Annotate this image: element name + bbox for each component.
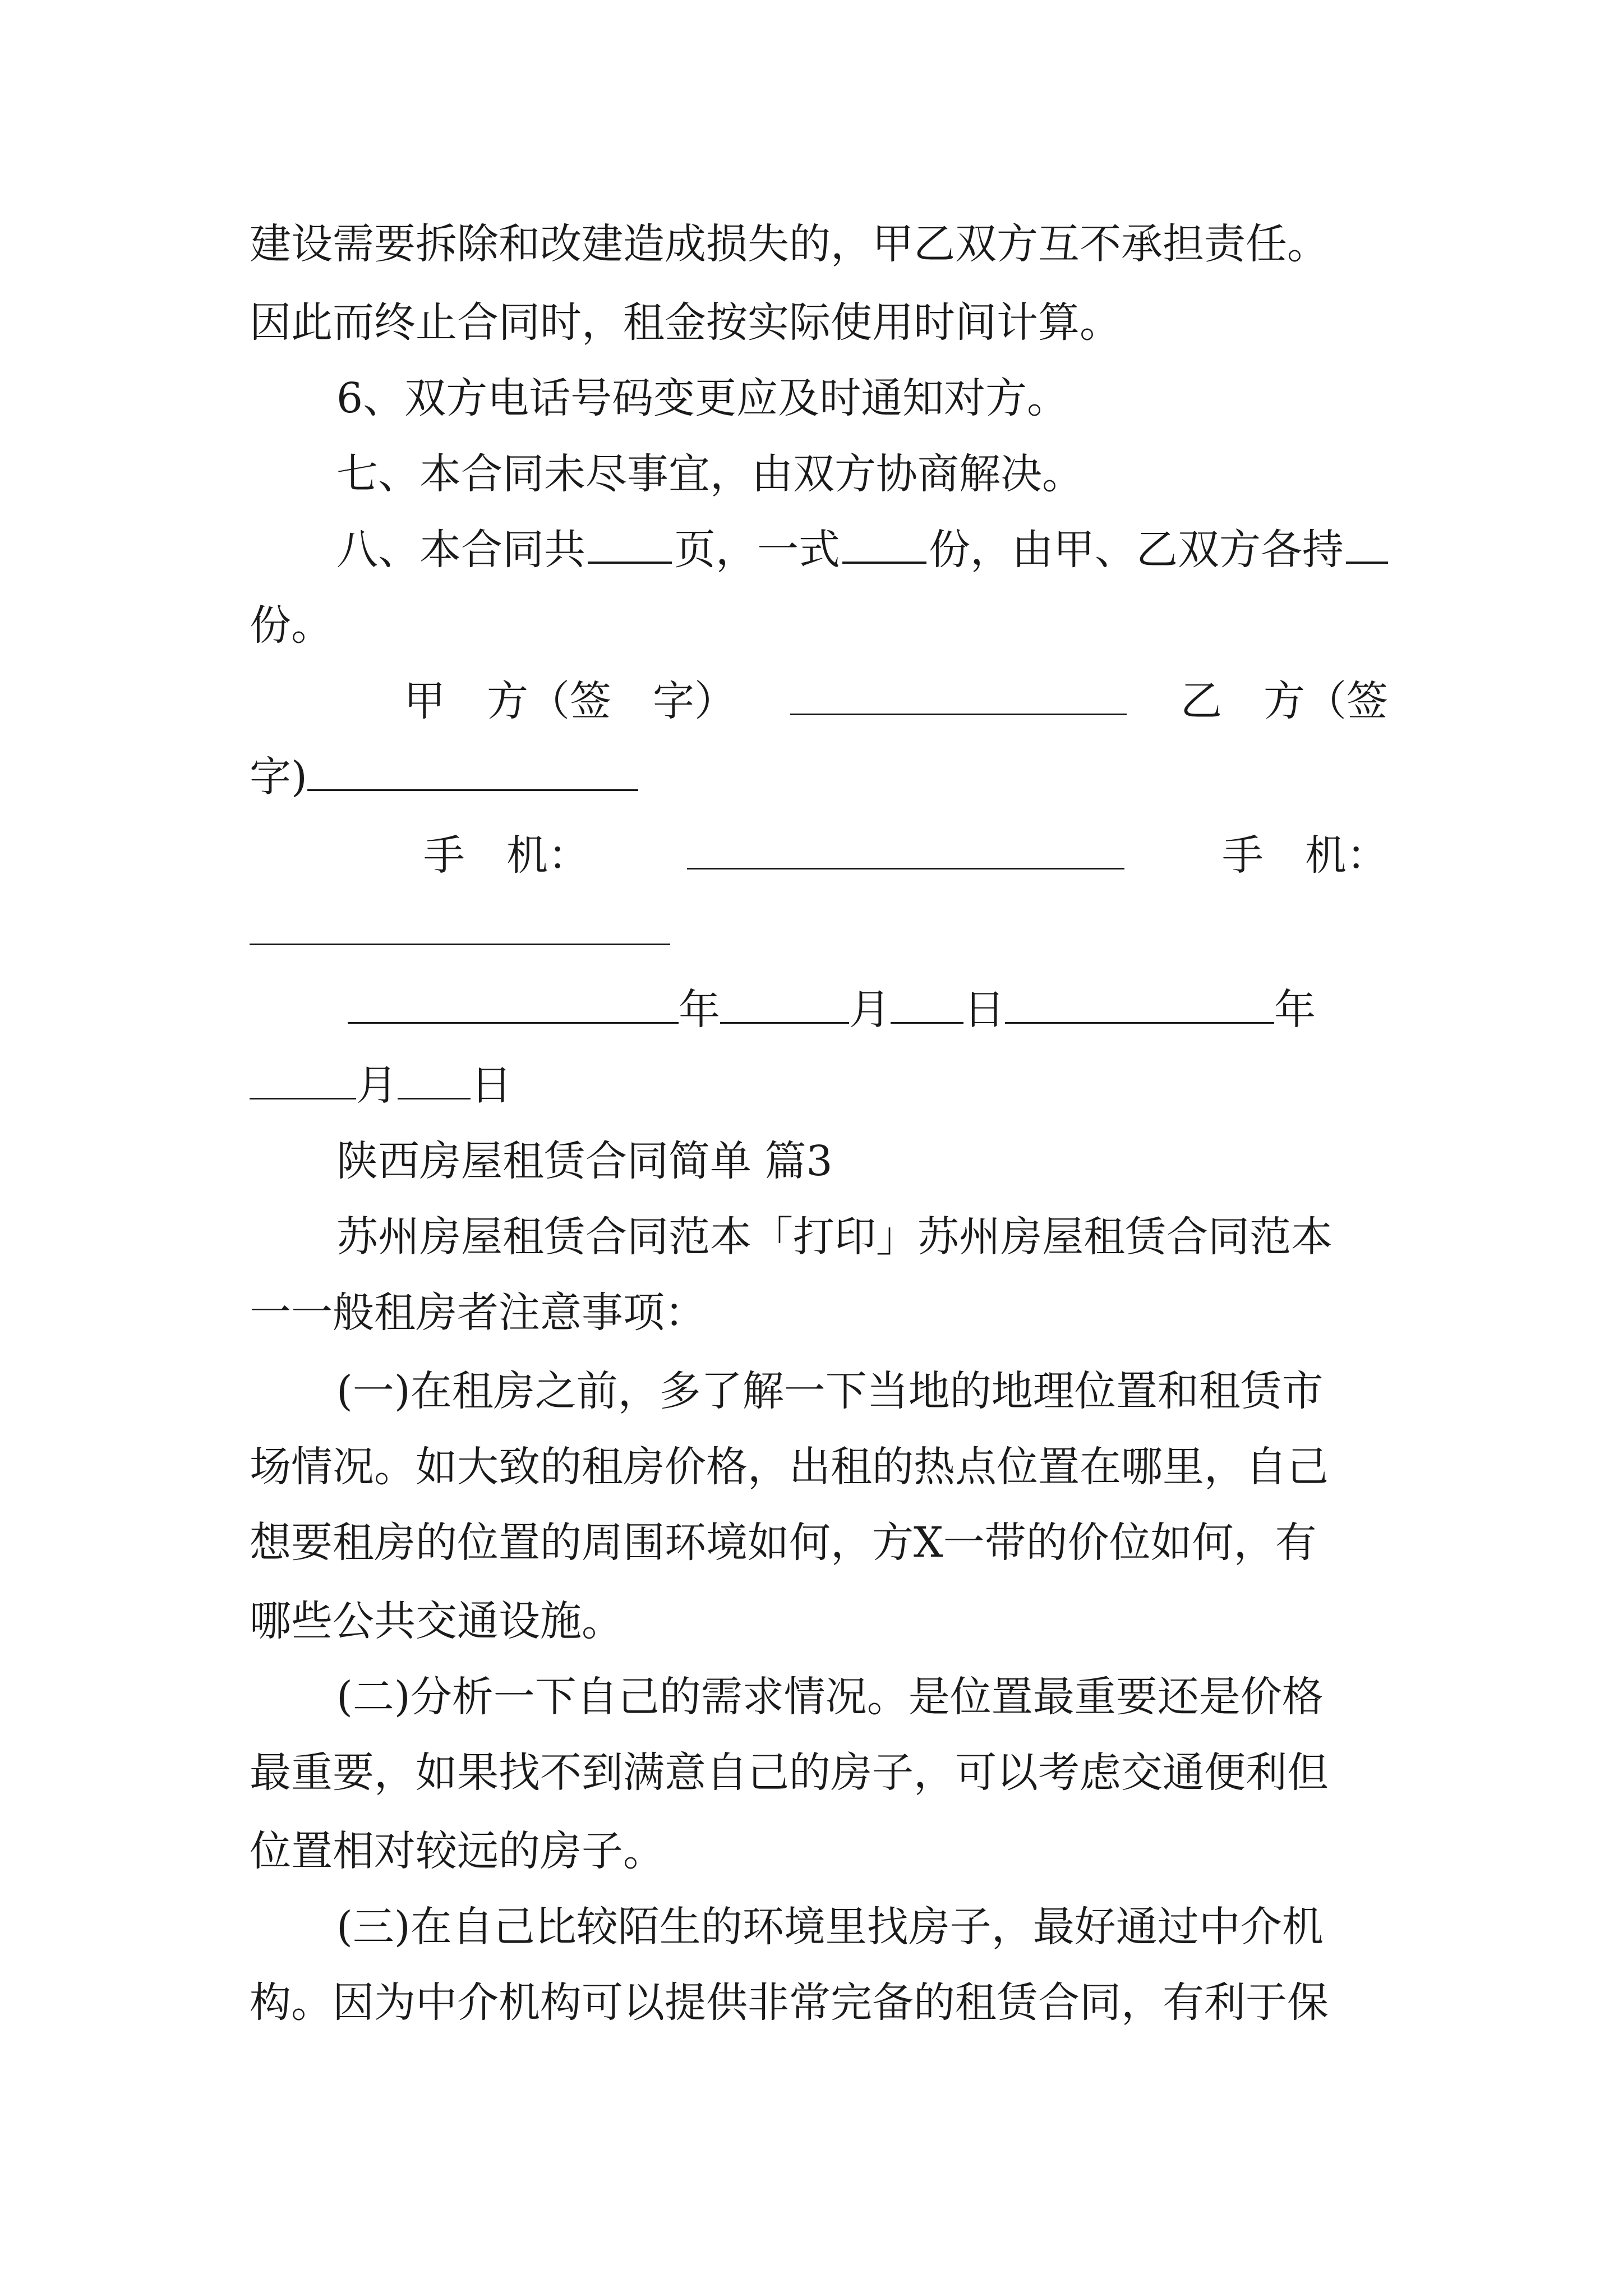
- text-line: 苏州房屋租赁合同范本「打印」苏州房屋租赁合同范本: [336, 1213, 1332, 1261]
- section-title: 陕西房屋租赁合同简单 篇3: [336, 1137, 833, 1185]
- text-segment: 月: [849, 986, 891, 1034]
- text-segment: 字): [250, 753, 307, 801]
- party-a-signature-label: 甲 方（签 字）: [404, 677, 736, 725]
- text-line: (三)在自己比较陌生的环境里找房子，最好通过中介机: [336, 1903, 1324, 1951]
- text-line: 七、本合同未尽事宜，由双方协商解决。: [336, 450, 1083, 498]
- text-segment: 八、本合同共: [336, 526, 585, 574]
- signature-line-continued: [250, 749, 1388, 805]
- date-line: [348, 982, 1388, 1038]
- text-line: 份。: [250, 601, 333, 650]
- party-a-phone-blank: [687, 829, 1124, 869]
- text-segment: 页，一式: [674, 526, 840, 574]
- text-line: 因此而终止合同时，租金按实际使用时间计算。: [250, 298, 1121, 347]
- text-line: (二)分析一下自己的需求情况。是位置最重要还是价格: [336, 1673, 1324, 1721]
- blank-day-a: [891, 983, 963, 1024]
- blank-year-b: [1005, 983, 1274, 1024]
- text-line: 构。因为中介机构可以提供非常完备的租赁合同，有利于保: [250, 1978, 1329, 2027]
- party-a-phone-label: 手 机：: [423, 831, 589, 880]
- party-b-phone-blank: [250, 904, 670, 945]
- text-line: 最重要，如果找不到满意自己的房子，可以考虑交通便利但: [250, 1749, 1329, 1797]
- text-line: 场情况。如大致的租房价格，出租的热点位置在哪里，自己: [250, 1443, 1329, 1491]
- copies-clause-line: [336, 522, 1388, 578]
- party-b-phone-label: 手 机：: [1222, 831, 1388, 880]
- text-line: 想要租房的位置的周围环境如何，方X一带的价位如何，有: [250, 1519, 1317, 1567]
- party-b-signature-blank: [307, 750, 638, 791]
- blank-month-a: [720, 983, 849, 1024]
- text-line: 6、双方电话号码变更应及时通知对方。: [336, 374, 1069, 422]
- blank-each-holds: [1346, 522, 1388, 564]
- party-a-signature-blank: [790, 674, 1127, 715]
- text-segment: 日: [963, 986, 1005, 1034]
- blank-day-b: [398, 1059, 471, 1099]
- blank-copies: [842, 522, 926, 564]
- phone-line: [423, 827, 1388, 884]
- text-segment: 年: [679, 986, 720, 1034]
- text-segment: 份，由甲、乙双方各持: [929, 526, 1344, 574]
- text-line: 建设需要拆除和改建造成损失的，甲乙双方互不承担责任。: [250, 220, 1329, 268]
- blank-month-b: [250, 1059, 356, 1099]
- text-line: 位置相对较远的房子。: [250, 1827, 665, 1875]
- text-line: 哪些公共交通设施。: [250, 1597, 623, 1645]
- date-line-continued: [250, 1057, 1388, 1114]
- text-segment: 月: [356, 1061, 398, 1110]
- signature-line: [404, 673, 1388, 729]
- phone-line-continued: [250, 903, 1388, 959]
- blank-pages: [588, 522, 672, 564]
- text-segment: 年: [1274, 986, 1316, 1034]
- text-line: 一一般租房者注意事项：: [250, 1289, 706, 1337]
- text-line: (一)在租房之前，多了解一下当地的地理位置和租赁市: [336, 1367, 1324, 1415]
- blank-year-a: [348, 983, 679, 1024]
- party-b-signature-label: 乙 方（签: [1181, 677, 1388, 725]
- text-segment: 日: [471, 1061, 512, 1110]
